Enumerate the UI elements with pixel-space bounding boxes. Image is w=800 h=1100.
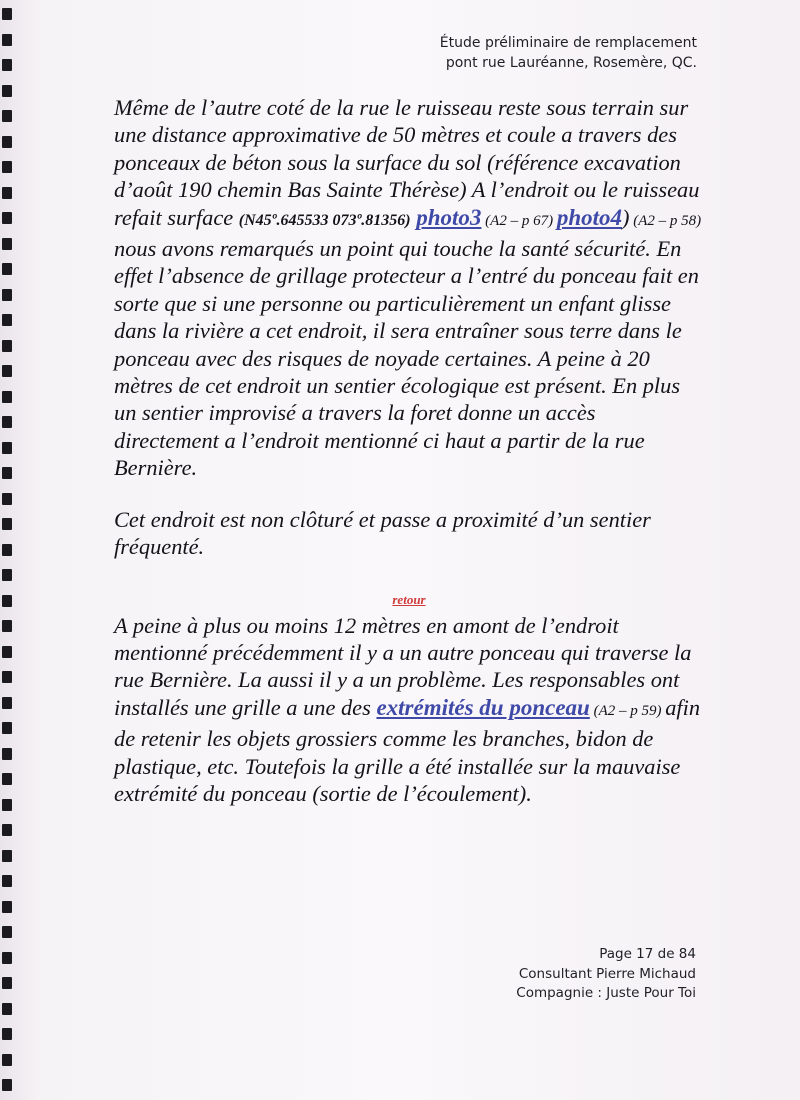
paragraph3-text-end: afin de retenir les objets grossiers comme les branches, bidon de plastique, etc. Toutefois la grille a été installée sur la mauvaise extrémité du ponceau (sortie de l’écoulement). bbox=[114, 694, 701, 806]
binding-hole bbox=[2, 1079, 12, 1091]
binding-hole bbox=[2, 901, 12, 913]
binding-hole bbox=[2, 569, 12, 581]
paragraph1-text-end: nous avons remarqués un point qui touche la santé sécurité. En effet l’absence de grillage protecteur a l’entré du ponceau fait en sorte que si une personne ou particulièrement un enfant glisse dans la rivière a cet endroit, il sera entraîner sous terre dans le ponceau avec des risques de noyade certaines. A peine à 20 mètres de cet endroit un sentier écologique est présent. En plus un sentier improvisé a travers la foret donne un accès directement a l’endroit mentionné ci haut a partir de la rue Bernière. bbox=[114, 236, 699, 481]
binding-hole bbox=[2, 34, 12, 46]
paragraph3-text-start: A peine à plus ou moins 12 mètres en amont de l’endroit mentionné précédemment il y a un autre ponceau qui traverse la rue Bernière. La aussi il y a un problème. Les responsables ont installés une grille a une des bbox=[114, 612, 692, 720]
binding-hole bbox=[2, 875, 12, 887]
binding-hole bbox=[2, 187, 12, 199]
binding-hole bbox=[2, 1003, 12, 1015]
binding-hole bbox=[2, 136, 12, 148]
binding-hole bbox=[2, 238, 12, 250]
binding-hole bbox=[2, 314, 12, 326]
retour-link[interactable]: retour bbox=[392, 591, 426, 607]
binding-hole bbox=[2, 289, 12, 301]
header-location-line: pont rue Lauréanne, Rosemère, QC. bbox=[445, 55, 697, 71]
binding-hole bbox=[2, 595, 12, 607]
binding-hole bbox=[2, 824, 12, 836]
paragraph-not-fenced: Cet endroit est non clôturé et passe a proximité d’un sentier fréquenté. bbox=[114, 506, 651, 560]
photo3-link[interactable]: photo3 bbox=[416, 204, 482, 230]
binding-hole bbox=[2, 59, 12, 71]
ponceau-reference: (A2 – p 59) bbox=[589, 702, 666, 719]
binding-hole bbox=[2, 85, 12, 97]
binding-hole bbox=[2, 161, 12, 173]
binding-hole bbox=[2, 391, 12, 403]
binding-hole bbox=[2, 340, 12, 352]
photo4-reference: (A2 – p 58) bbox=[629, 212, 702, 229]
page-header bbox=[440, 33, 697, 73]
binding-hole bbox=[2, 442, 12, 454]
paragraph-second-ponceau bbox=[114, 612, 704, 808]
binding-hole bbox=[2, 926, 12, 938]
consultant-name: Consultant Pierre Michaud bbox=[518, 965, 696, 982]
gps-coordinates: (N45º.645533 073º.81356) bbox=[238, 211, 411, 229]
binding-hole bbox=[2, 799, 12, 811]
binding-hole bbox=[2, 416, 12, 428]
photo3-reference: (A2 – p 67) bbox=[481, 212, 557, 229]
binding-hole bbox=[2, 671, 12, 683]
binding-hole bbox=[2, 263, 12, 275]
spiral-binding bbox=[0, 0, 16, 1100]
retour-link-row bbox=[114, 589, 704, 608]
binding-hole bbox=[2, 850, 12, 862]
page-body bbox=[114, 94, 704, 807]
paragraph1-text-start: Même de l’autre coté de la rue le ruisseau reste sous terrain sur une distance approximative de 50 mètres et coule a travers des ponceaux de béton sous la surface du sol (référence excavation d’août 190 chemin Bas Sainte Thérèse) A l’endroit ou le ruisseau refait surface bbox=[114, 95, 700, 230]
binding-hole bbox=[2, 467, 12, 479]
binding-hole bbox=[2, 544, 12, 556]
closing-paren: ) bbox=[622, 204, 630, 230]
binding-hole bbox=[2, 493, 12, 505]
binding-hole bbox=[2, 748, 12, 760]
header-title-line: Étude préliminaire de remplacement bbox=[439, 35, 697, 51]
page-footer bbox=[516, 945, 696, 1004]
binding-hole bbox=[2, 977, 12, 989]
binding-hole bbox=[2, 110, 12, 122]
company-name: Compagnie : Juste Pour Toi bbox=[516, 985, 696, 1001]
binding-hole bbox=[2, 1028, 12, 1040]
page-number: Page 17 de 84 bbox=[599, 946, 696, 962]
photo4-link[interactable]: photo4 bbox=[556, 204, 622, 230]
extremites-ponceau-link[interactable]: extrémités du ponceau bbox=[376, 694, 590, 720]
binding-hole bbox=[2, 365, 12, 377]
binding-hole bbox=[2, 646, 12, 658]
binding-hole bbox=[2, 518, 12, 530]
binding-hole bbox=[2, 620, 12, 632]
binding-hole bbox=[2, 212, 12, 224]
binding-hole bbox=[2, 722, 12, 734]
binding-hole bbox=[2, 952, 12, 964]
paragraph-ponceau-entrance bbox=[114, 94, 704, 482]
binding-hole bbox=[2, 773, 12, 785]
binding-hole bbox=[2, 8, 12, 20]
binding-hole bbox=[2, 697, 12, 709]
binding-hole bbox=[2, 1054, 12, 1066]
